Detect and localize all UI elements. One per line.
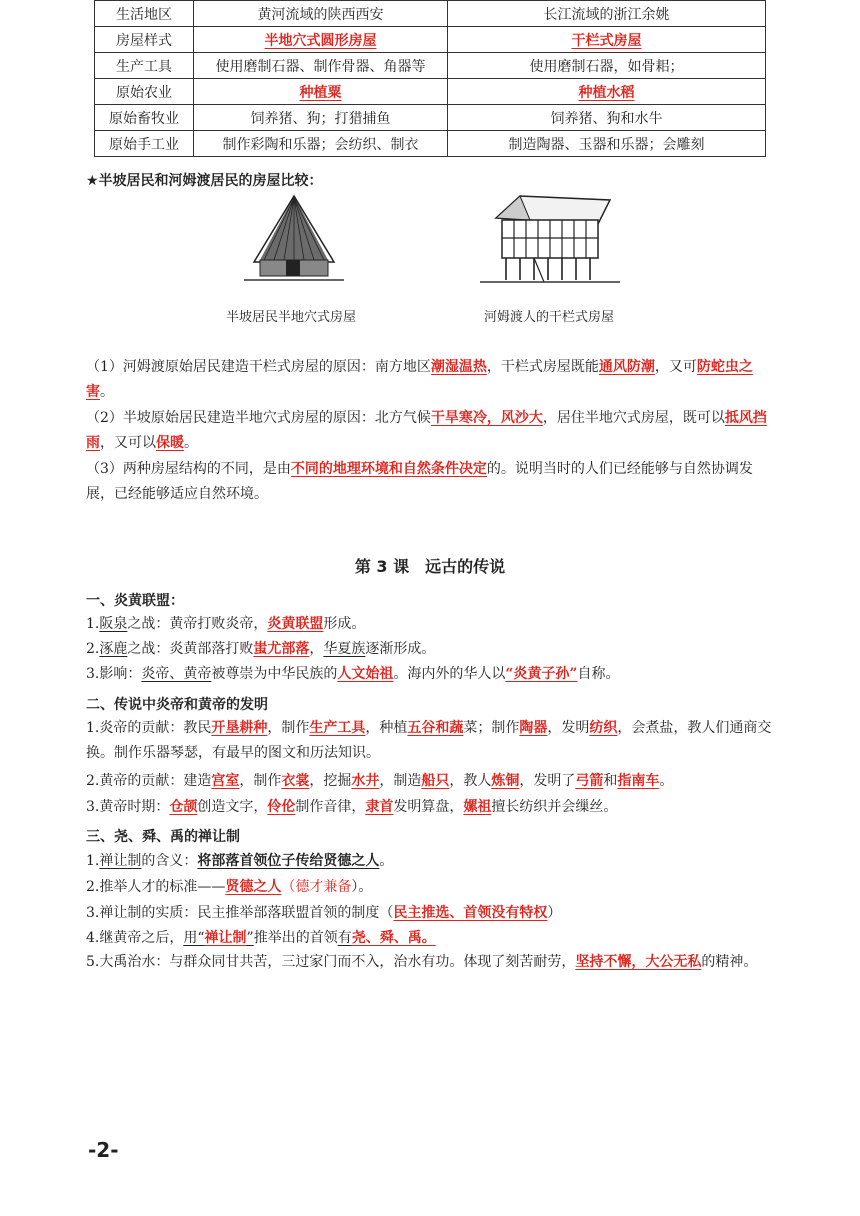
list-item (86, 927, 786, 947)
hemudu-cell: 饲养猪、狗和水牛 (448, 105, 766, 131)
table-row (95, 53, 766, 79)
text-segment: ，居住半地穴式房屋，既可以 (542, 410, 725, 426)
paragraph-banpo-reason (86, 406, 776, 456)
text-segment: 有 (337, 930, 352, 946)
text-segment: 禅让制 (204, 930, 247, 946)
text-segment: 陶器 (519, 720, 548, 736)
text-segment: 。 (184, 435, 198, 451)
text-segment: ，会煮盐，教人们通商交换。制作乐器琴瑟，有最早的图文和历法知识。 (86, 720, 772, 761)
text-segment: 1. (86, 853, 100, 869)
comparison-table (94, 0, 766, 157)
text-segment: ” (246, 930, 254, 946)
banpo-cell: 黄河流域的陕西西安 (194, 1, 448, 27)
table-row (95, 79, 766, 105)
text-segment: 伶伦 (267, 799, 296, 815)
table-row (95, 27, 766, 53)
banpo-cell: 使用磨制石器、制作骨器、角器等 (194, 53, 448, 79)
text-segment: （3）两种房屋结构的不同，是由 (86, 461, 291, 477)
text-segment: 通风防潮 (598, 359, 655, 375)
text-segment: 防蛇虫之害 (86, 359, 753, 400)
text-segment: 发明算盘， (393, 799, 464, 815)
text-segment: 和 (603, 773, 618, 789)
text-segment: ，干栏式房屋既能 (486, 359, 599, 375)
text-segment: 1.炎帝的贡献：教民 (86, 720, 212, 736)
text-segment: 炎帝、黄帝 (141, 666, 212, 682)
row-label: 生活地区 (95, 1, 194, 27)
hemudu-house-caption: 河姆渡人的干栏式房屋 (484, 310, 615, 325)
row-label: 房屋样式 (95, 27, 194, 53)
banpo-cell: 半地穴式圆形房屋 (194, 27, 448, 53)
text-segment: 菜；制作 (463, 720, 520, 736)
text-segment: 被尊崇为中华民族的 (211, 666, 338, 682)
hemudu-cell: 使用磨制石器，如骨耜； (448, 53, 766, 79)
text-segment: 蚩尤部落 (253, 641, 310, 657)
hemudu-cell: 干栏式房屋 (448, 27, 766, 53)
text-segment: 干旱寒冷，风沙大 (430, 410, 543, 426)
text-segment: 之战：炎黄部落打败 (127, 641, 254, 657)
row-label: 原始畜牧业 (95, 105, 194, 131)
text-segment: 。海内外的华人以 (393, 666, 506, 682)
list-item (86, 663, 786, 683)
text-segment: 形成。 (323, 616, 366, 632)
text-segment: 创造文字， (197, 799, 268, 815)
text-segment: ，制作 (239, 773, 282, 789)
text-segment: 阪泉 (99, 616, 128, 632)
text-segment: 潮湿温热 (430, 359, 487, 375)
list-item (86, 716, 776, 766)
banpo-cell: 饲养猪、狗；打猎捕鱼 (194, 105, 448, 131)
page-number: -2- (88, 1138, 119, 1162)
text-segment: “炎黄子孙” (505, 666, 578, 682)
text-segment: 将部落首领位子传给贤德之人 (197, 853, 380, 869)
table-row (95, 1, 766, 27)
text-segment: ，教人 (449, 773, 492, 789)
text-segment: 2.黄帝的贡献：建造 (86, 773, 212, 789)
text-segment: 炼铜 (491, 773, 520, 789)
section-yanhuang-heading: 一、炎黄联盟： (86, 593, 184, 609)
text-segment: ，又可 (654, 359, 697, 375)
text-segment: ，种植 (365, 720, 408, 736)
text-segment: 。 (379, 853, 394, 869)
house-compare-heading: ★半坡居民和河姆渡居民的房屋比较： (86, 173, 323, 189)
list-item (86, 902, 786, 922)
text-segment: 开垦耕种 (211, 720, 268, 736)
text-segment: 之战：黄帝打败炎帝， (127, 616, 268, 632)
banpo-cell: 种植粟 (194, 79, 448, 105)
text-segment: 3.黄帝时期： (86, 799, 170, 815)
text-segment: ） (547, 905, 562, 921)
text-segment: 民主推选、首领没有特权 (393, 905, 548, 921)
text-segment: 宫室 (211, 773, 240, 789)
text-segment: ，又可以 (100, 435, 156, 451)
text-segment: 。 (659, 773, 674, 789)
text-segment: 禅让制 (99, 853, 142, 869)
banpo-cell: 制作彩陶和乐器；会纺织、制衣 (194, 131, 448, 157)
banpo-house-caption: 半坡居民半地穴式房屋 (226, 310, 357, 325)
text-segment: 的含义： (141, 853, 198, 869)
text-segment: 自称。 (577, 666, 620, 682)
text-segment: ， (309, 641, 324, 657)
table-row (95, 105, 766, 131)
text-segment: ，发明 (547, 720, 590, 736)
text-segment: 3.禅让制的实质：民主推举部落联盟首领的制度（ (86, 905, 394, 921)
text-segment: 的。说明当时的人们已经能够与自然协调发展，已经能够适应自然环境。 (86, 461, 753, 502)
text-segment: 不同的地理环境和自然条件决定 (290, 461, 487, 477)
hemudu-cell: 长江流域的浙江余姚 (448, 1, 766, 27)
text-segment: ，挖掘 (309, 773, 352, 789)
text-segment: 2. (86, 641, 100, 657)
text-segment: ，制作 (267, 720, 310, 736)
list-item (86, 950, 776, 975)
hemudu-cell: 制造陶器、玉器和乐器；会雕刻 (448, 131, 766, 157)
text-segment: 纺织 (589, 720, 618, 736)
text-segment: 生产工具 (309, 720, 366, 736)
section-inventions-heading: 二、传说中炎帝和黄帝的发明 (86, 697, 268, 713)
text-segment: 推举出的首领 (253, 930, 338, 946)
text-segment: 抵风挡雨 (86, 410, 767, 451)
text-segment: 人文始祖 (337, 666, 394, 682)
list-item (86, 613, 786, 633)
hemudu-house-illustration (474, 190, 624, 290)
list-item (86, 850, 786, 870)
paragraph-hemudu-reason (86, 355, 776, 405)
row-label: 原始农业 (95, 79, 194, 105)
text-segment: ，制造 (379, 773, 422, 789)
text-segment: ）。 (351, 879, 373, 895)
text-segment: 5.大禹治水：与群众同甘共苦，三过家门而不入，治水有功。体现了刻苦耐劳， (86, 954, 576, 970)
text-segment: 保暖 (156, 435, 184, 451)
text-segment: 尧、舜、禹。 (351, 930, 436, 946)
row-label: 原始手工业 (95, 131, 194, 157)
text-segment: 3.影响： (86, 666, 142, 682)
text-segment: 华夏族 (323, 641, 366, 657)
text-segment: 坚持不懈，大公无私 (575, 954, 702, 970)
table-row (95, 131, 766, 157)
text-segment: 仓颉 (169, 799, 198, 815)
text-segment: 弓箭 (575, 773, 604, 789)
list-item (86, 770, 786, 790)
text-segment: 逐渐形成。 (365, 641, 436, 657)
text-segment: 水井 (351, 773, 380, 789)
section-abdication-heading: 三、尧、舜、禹的禅让制 (86, 829, 240, 845)
row-label: 生产工具 (95, 53, 194, 79)
text-segment: 炎黄联盟 (267, 616, 324, 632)
text-segment: （2）半坡原始居民建造半地穴式房屋的原因：北方气候 (86, 410, 431, 426)
text-segment: 贤德之人 (225, 879, 282, 895)
text-segment: 隶首 (365, 799, 394, 815)
list-item (86, 638, 786, 658)
text-segment: 用“ (183, 930, 205, 946)
text-segment: 2.推举人才的标准—— (86, 879, 226, 895)
text-segment: 。 (100, 384, 114, 400)
text-segment: 1. (86, 616, 100, 632)
list-item (86, 796, 786, 816)
text-segment: 制作音律， (295, 799, 366, 815)
text-segment: 五谷和蔬 (407, 720, 464, 736)
text-segment: 指南车 (617, 773, 660, 789)
text-segment: （德才兼备 (281, 879, 352, 895)
lesson-title: 第 3 课 远古的传说 (354, 557, 506, 576)
text-segment: ，发明了 (519, 773, 576, 789)
hemudu-cell: 种植水稻 (448, 79, 766, 105)
text-segment: （1）河姆渡原始居民建造干栏式房屋的原因：南方地区 (86, 359, 431, 375)
text-segment: 擅长纺织并会缫丝。 (491, 799, 618, 815)
text-segment: 衣裳 (281, 773, 310, 789)
text-segment: 的精神。 (701, 954, 758, 970)
list-item (86, 876, 786, 896)
text-segment: 嫘祖 (463, 799, 492, 815)
text-segment: 船只 (421, 773, 450, 789)
text-segment: 涿鹿 (99, 641, 128, 657)
text-segment: 4.继黄帝之后， (86, 930, 184, 946)
banpo-house-illustration (240, 190, 348, 290)
paragraph-structure-difference (86, 457, 776, 507)
